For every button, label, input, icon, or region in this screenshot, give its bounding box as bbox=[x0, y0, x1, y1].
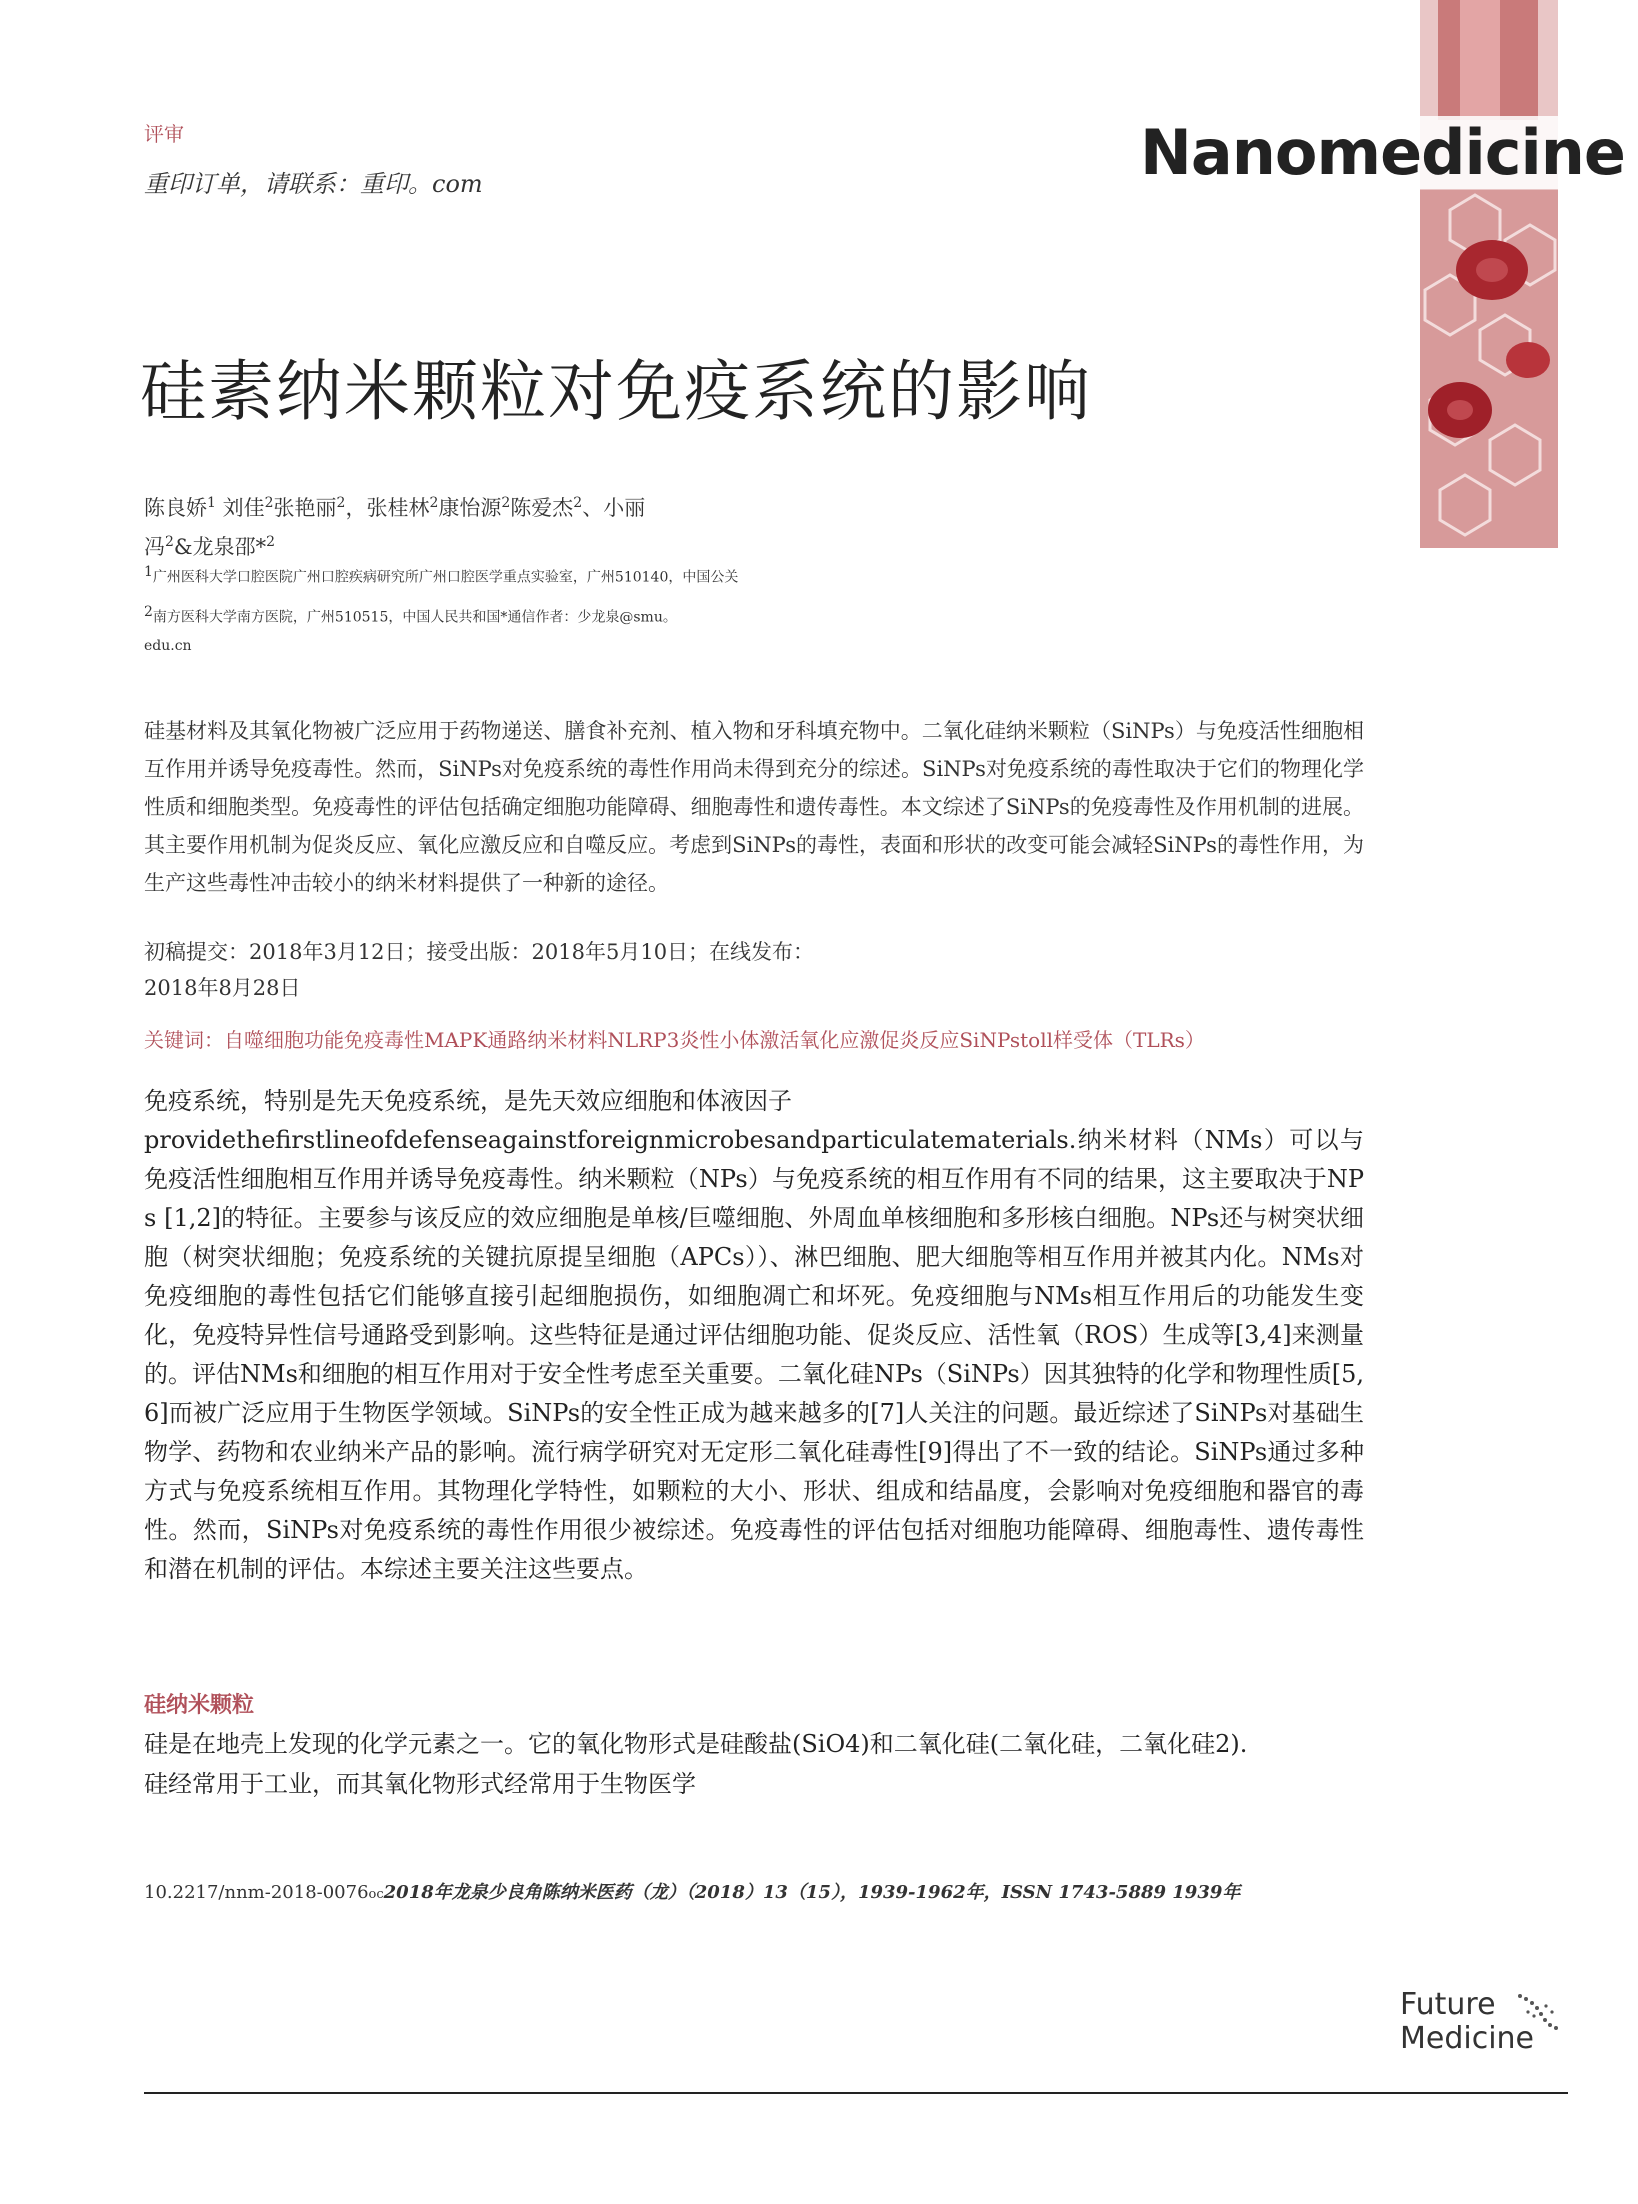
citation-text: 2018年龙泉少良角陈纳米医药（龙）（2018）13（15），1939-1962年，ISSN 1743-5889 1939年 bbox=[383, 1882, 1241, 1903]
author-sup: 2 bbox=[266, 534, 276, 550]
author-name: 康怡源 bbox=[438, 496, 502, 520]
keywords: 关键词：自噬细胞功能免疫毒性MAPK通路纳米材料NLRP3炎性小体激活氧化应激促炎反应SiNPstoll样受体（TLRs） bbox=[144, 1028, 1205, 1052]
author-sup: 2 bbox=[165, 534, 174, 550]
blood-cells-cover-art-icon bbox=[1420, 0, 1558, 548]
author-sup: 1 bbox=[207, 495, 216, 511]
reprint-note: 重印订单，请联系：重印。com bbox=[144, 170, 483, 198]
author-sup: 2 bbox=[429, 495, 439, 511]
affiliation-2 bbox=[144, 602, 904, 656]
author-name: 陈爱杰 bbox=[510, 496, 574, 520]
footer-citation bbox=[144, 1878, 1240, 1904]
article-title: 硅素纳米颗粒对免疫系统的影响 bbox=[140, 353, 1092, 430]
section-line: 硅是在地壳上发现的化学元素之一。它的氧化物形式是硅酸盐(SiO4)和二氧化硅(二氧化硅，二氧化硅2). bbox=[144, 1730, 1248, 1758]
publisher-line-1: Future bbox=[1400, 1987, 1496, 2022]
affiliation-text: 广州医科大学口腔医院广州口腔疾病研究所广州口腔医学重点实验室，广州510140，中国公关 bbox=[152, 569, 739, 586]
author-name: 、小丽 bbox=[582, 496, 646, 520]
author-sup: 2 bbox=[501, 495, 511, 511]
section-line: 硅经常用于工业，而其氧化物形式经常用于生物医学 bbox=[144, 1770, 696, 1798]
author-line-1 bbox=[144, 486, 1004, 525]
publisher-logo bbox=[1400, 1988, 1534, 2056]
section-heading: 硅纳米颗粒 bbox=[144, 1693, 255, 1718]
section-label: 评审 bbox=[144, 122, 184, 146]
intro-first-line: 免疫系统，特别是先天免疫系统，是先天效应细胞和体液因子 bbox=[144, 1087, 792, 1115]
author-list bbox=[144, 486, 1004, 564]
copyright-mark: oc bbox=[368, 1887, 384, 1902]
section-body bbox=[144, 1724, 1374, 1804]
dates-line: 初稿提交：2018年3月12日；接受出版：2018年5月10日；在线发布： bbox=[144, 940, 815, 964]
author-line-2 bbox=[144, 525, 1004, 564]
affiliation-text: 南方医科大学南方医院，广州510515，中国人民共和国*通信作者：少龙泉@smu。 bbox=[152, 609, 677, 626]
abstract: 硅基材料及其氧化物被广泛应用于药物递送、膳食补充剂、植入物和牙科填充物中。二氧化硅纳米颗粒（SiNPs）与免疫活性细胞相互作用并诱导免疫毒性。然而，SiNPs对免疫系统的毒性作用尚未得到充分的综述。SiNPs对免疫系统的毒性取决于它们的物理化学性质和细胞类型。免疫毒性的评估包括确定细胞功能障碍、细胞毒性和遗传毒性。本文综述了SiNPs的免疫毒性及作用机制的进展。其主要作用机制为促炎反应、氧化应激反应和自噬反应。考虑到SiNPs的毒性，表面和形状的改变可能会减轻SiNPs的毒性作用，为生产这些毒性冲击较小的纳米材料提供了一种新的途径。 bbox=[144, 719, 1364, 895]
author-name: 刘佳 bbox=[215, 496, 265, 520]
footer-divider bbox=[144, 2092, 1568, 2094]
dates-line: 2018年8月28日 bbox=[144, 976, 301, 1000]
author-name: 张艳丽 bbox=[273, 496, 337, 520]
doi: 10.2217/nnm-2018-0076 bbox=[144, 1882, 369, 1903]
author-sup: 2 bbox=[264, 495, 274, 511]
author-name: &龙泉邵* bbox=[173, 535, 267, 559]
affiliation-1 bbox=[144, 562, 738, 588]
affiliation-sup: 1 bbox=[144, 564, 153, 580]
publisher-line-2: Medicine bbox=[1400, 2021, 1535, 2056]
author-name: ，张桂林 bbox=[345, 496, 430, 520]
author-name: 冯 bbox=[144, 535, 165, 559]
publication-dates bbox=[144, 934, 814, 1006]
author-name: 陈良娇 bbox=[144, 496, 207, 520]
intro-paragraph: providethefirstlineofdefenseagainstforeignmicrobesandparticulatematerials.纳米材料（NMs）可以与免疫活性细胞相互作用并诱导免疫毒性。纳米颗粒（NPs）与免疫系统的相互作用有不同的结果，这主要取决于NPs [1,2]的特征。主要参与该反应的效应细胞是单核/巨噬细胞、外周血单核细胞和多形核白细胞。NPs还与树突状细胞（树突状细胞；免疫系统的关键抗原提呈细胞（APCs））、淋巴细胞、肥大细胞等相互作用并被其内化。NMs对免疫细胞的毒性包括它们能够直接引起细胞损伤，如细胞凋亡和坏死。免疫细胞与NMs相互作用后的功能发生变化，免疫特异性信号通路受到影响。这些特征是通过评估细胞功能、促炎反应、活性氧（ROS）生成等[3,4]来测量的。评估NMs和细胞的相互作用对于安全性考虑至关重要。二氧化硅NPs（SiNPs）因其独特的化学和物理性质[5,6]而被广泛应用于生物医学领域。SiNPs的安全性正成为越来越多的[7]人关注的问题。最近综述了SiNPs对基础生物学、药物和农业纳米产品的影响。流行病学研究对无定形二氧化硅毒性[9]得出了不一致的结论。SiNPs通过多种方式与免疫系统相互作用。其物理化学特性，如颗粒的大小、形状、组成和结晶度，会影响对免疫细胞和器官的毒性。然而，SiNPs对免疫系统的毒性作用很少被综述。免疫毒性的评估包括对细胞功能障碍、细胞毒性、遗传毒性和潜在机制的评估。本综述主要关注这些要点。 bbox=[144, 1126, 1364, 1583]
author-sup: 2 bbox=[573, 495, 583, 511]
affiliation-sup: 2 bbox=[144, 604, 153, 620]
journal-name: Nanomedicine bbox=[1136, 116, 1629, 189]
introduction-body bbox=[144, 1082, 1364, 1589]
author-sup: 2 bbox=[336, 495, 346, 511]
dotted-helix-icon bbox=[1516, 1990, 1560, 2034]
affiliation-email-domain: edu.cn bbox=[144, 637, 192, 654]
